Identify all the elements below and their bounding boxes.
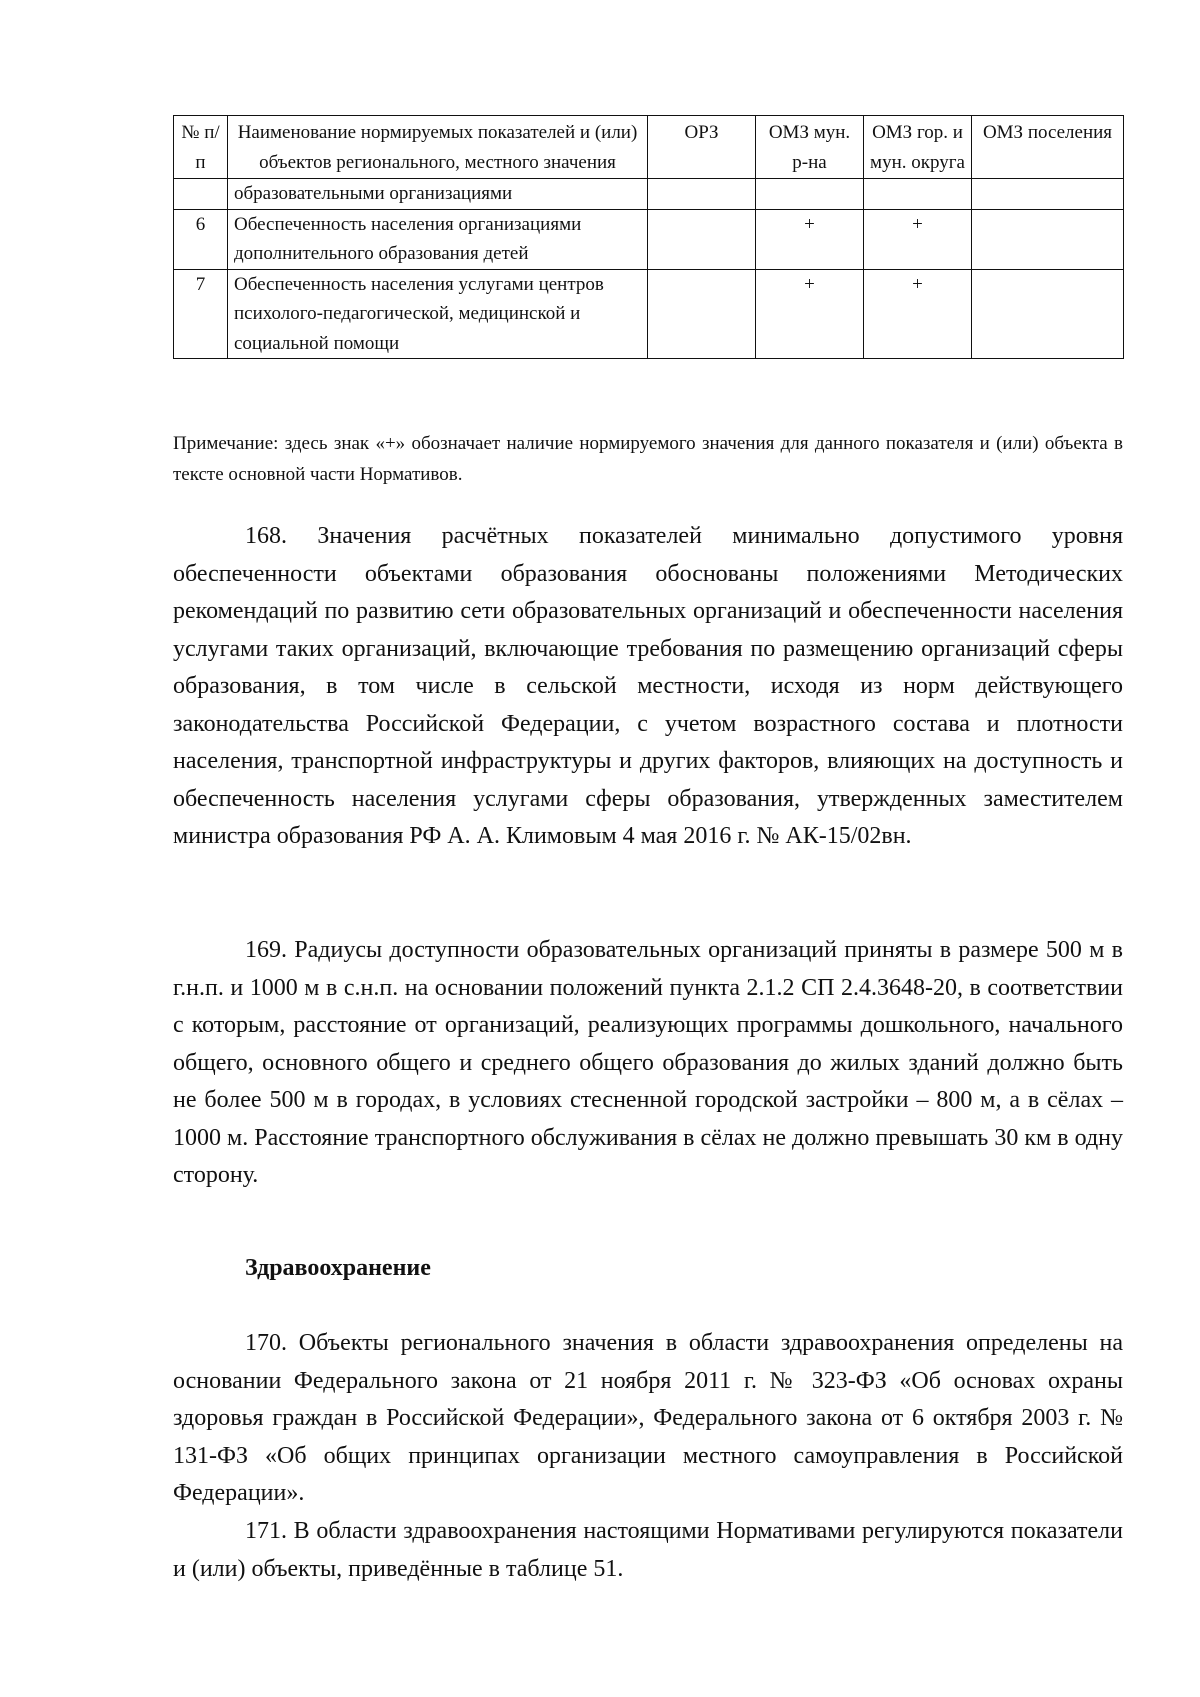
row-omz-gor: + [864,269,972,359]
row-omz-gor [864,179,972,210]
table-row [174,209,1124,269]
row-orz [648,269,756,359]
row-omz-mun: + [756,209,864,269]
row-omz-mun [756,179,864,210]
row-name: Обеспеченность населения услугами центров психолого-педагогической, медицинской и социальной помощи [228,269,648,359]
row-num [174,179,228,210]
normatives-table [173,115,1124,359]
header-omz-gor: ОМЗ гор. и мун. округа [864,116,972,179]
paragraph-171 [173,1513,1123,1588]
header-num: № п/п [174,116,228,179]
row-num: 6 [174,209,228,269]
paragraph-168 [173,518,1123,856]
header-omz-pos: ОМЗ поселения [972,116,1124,179]
row-omz-mun: + [756,269,864,359]
row-omz-pos [972,269,1124,359]
table-header-row [174,116,1124,179]
row-omz-pos [972,209,1124,269]
row-omz-pos [972,179,1124,210]
paragraph-169-text: 169. Радиусы доступности образовательных организаций приняты в размере 500 м в г.н.п. и 1000 м в с.н.п. на основании положений пункта 2.1.2 СП 2.4.3648-20, в соответствии с которым, расстояние от организаций, реализующих программы дошкольного, начального общего, основного общего и среднего общего образования до жилых зданий должно быть не более 500 м в городах, в условиях стесненной городской застройки – 800 м, а в сёлах – 1000 м. Расстояние транспортного обслуживания в сёлах не должно превышать 30 км в одну сторону. [173,937,1123,1188]
header-omz-mun-rna: ОМЗ мун. р-на [756,116,864,179]
paragraph-170-text: 170. Объекты регионального значения в области здравоохранения определены на основании Федерального закона от 21 ноября 2011 г. № 323-ФЗ «Об основах охраны здоровья граждан в Российской Федерации», Федерального закона от 6 октября 2003 г. № 131-ФЗ «Об общих принципах организации местного самоуправления в Российской Федерации». [173,1330,1123,1506]
header-name: Наименование нормируемых показателей и (или) объектов регионального, местного значения [228,116,648,179]
row-num: 7 [174,269,228,359]
row-omz-gor: + [864,209,972,269]
table-row [174,269,1124,359]
paragraph-170 [173,1325,1123,1513]
table-note: Примечание: здесь знак «+» обозначает наличие нормируемого значения для данного показателя и (или) объекта в тексте основной части Нормативов. [173,433,1123,485]
row-orz [648,209,756,269]
paragraph-169 [173,932,1123,1195]
row-orz [648,179,756,210]
row-name: образовательными организациями [228,179,648,210]
paragraph-171-text: 171. В области здравоохранения настоящими Нормативами регулируются показатели и (или) объекты, приведённые в таблице 51. [173,1518,1123,1582]
section-heading: Здравоохранение [245,1255,431,1281]
table-row [174,179,1124,210]
header-orz: ОРЗ [648,116,756,179]
row-name: Обеспеченность населения организациями дополнительного образования детей [228,209,648,269]
paragraph-168-text: 168. Значения расчётных показателей минимально допустимого уровня обеспеченности объектами образования обоснованы положениями Методических рекомендаций по развитию сети образовательных организаций и обеспеченности населения услугами таких организаций, включающие требования по размещению организаций сферы образования, в том числе в сельской местности, исходя из норм действующего законодательства Российской Федерации, с учетом возрастного состава и плотности населения, транспортной инфраструктуры и других факторов, влияющих на доступность и обеспеченность населения услугами сферы образования, утвержденных заместителем министра образования РФ А. А. Климовым 4 мая 2016 г. № АК-15/02вн. [173,523,1123,849]
